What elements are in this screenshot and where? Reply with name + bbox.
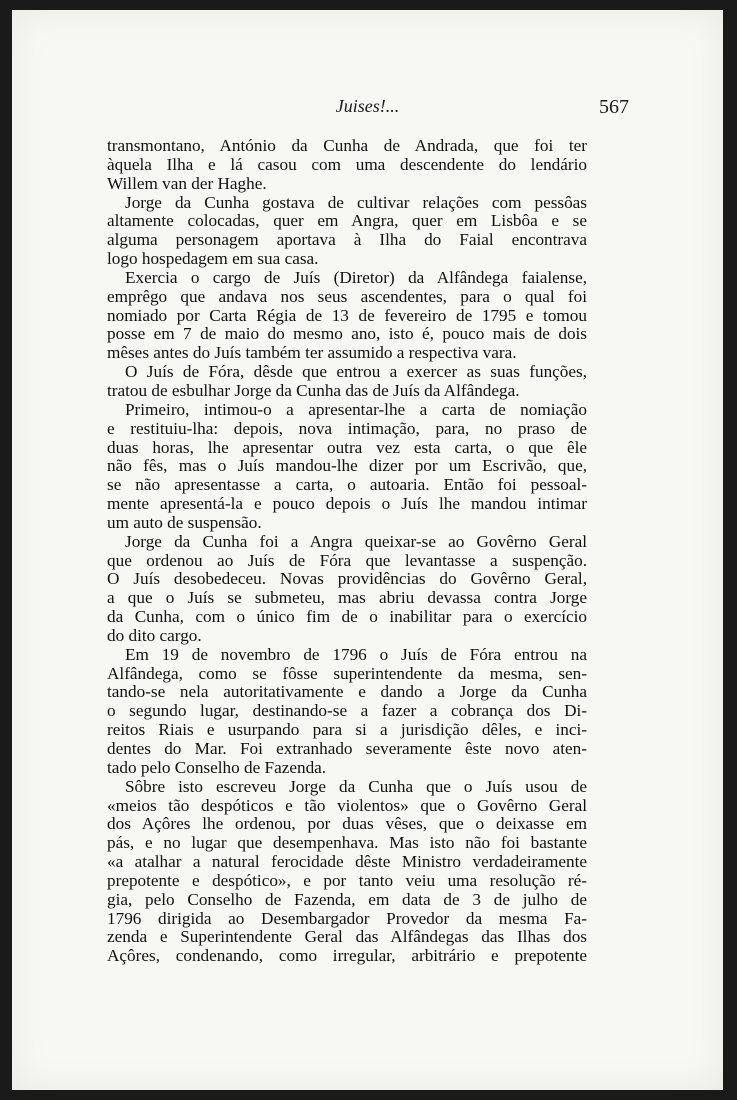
text-line: «meios tão despóticos e tão violentos» que o Govêrno Geral (107, 795, 587, 815)
body-text (107, 137, 587, 966)
text-line: dos Açôres lhe ordenou, por duas vêses, que o deixasse em (107, 814, 587, 834)
text-line: dentes do Mar. Foi extranhado severamente êste novo aten- (107, 739, 587, 758)
text-line: da Cunha, com o único fim de o inabilitar para o exercício (107, 607, 587, 627)
text-line: pás, e no lugar que desempenhava. Mas isto não foi bastante (107, 833, 587, 853)
text-line: Alfândega, como se fôsse superintendente da mesma, sen- (107, 663, 587, 683)
text-line: Açôres, condenando, como irregular, arbitrário e prepotente (107, 946, 587, 966)
book-page (12, 10, 723, 1090)
text-line: alguma personagem aportava à Ilha do Faial encontrava (107, 230, 587, 250)
text-line: posse em 7 de maio do mesmo ano, isto é, pouco mais de dois (107, 324, 587, 344)
page-header (12, 96, 723, 120)
text-line: Em 19 de novembro de 1796 o Juís de Fóra entrou na (125, 644, 587, 664)
text-line: tratou de esbulhar Jorge da Cunha das de Juís da Alfândega. (107, 380, 520, 400)
text-line: Exercia o cargo de Juís (Diretor) da Alfândega faialense, (125, 267, 587, 287)
text-line: Willem van der Haghe. (107, 173, 267, 193)
text-line: logo hospedagem em sua casa. (107, 249, 319, 269)
text-line: se não apresentasse a carta, o autoaria. Então foi pessoal- (107, 475, 587, 495)
text-line: reitos Riais e usurpando para si a jurisdição dêles, e inci- (107, 720, 587, 740)
text-line: que ordenou ao Juís de Fóra que levantasse a suspenção. (107, 550, 587, 570)
text-line: Jorge da Cunha foi a Angra queixar-se ao Govêrno Geral (125, 531, 587, 551)
text-line: nomiado por Carta Régia de 13 de fevereiro de 1795 e tomou (107, 305, 587, 325)
text-line: emprêgo que andava nos seus ascendentes, para o qual foi (107, 286, 587, 306)
text-line: zenda e Superintendente Geral das Alfândegas das Ilhas dos (107, 927, 587, 947)
text-line: 1796 dirigida ao Desembargador Provedor da mesma Fa- (107, 908, 587, 928)
text-line: tando-se nela autoritativamente e dando a Jorge da Cunha (107, 682, 587, 702)
text-line: transmontano, António da Cunha de Andrada, que foi ter (107, 136, 587, 155)
text-line: o segundo lugar, destinando-se a fazer a cobrança dos Di- (107, 701, 587, 721)
text-line: Primeiro, intimou-o a apresentar-lhe a carta de nomiação (125, 399, 587, 419)
text-line: àquela Ilha e lá casou com uma descendente do lendário (107, 154, 587, 174)
text-line: duas horas, lhe apresentar outra vez esta carta, o que êle (107, 437, 587, 457)
text-line: do dito cargo. (107, 625, 202, 645)
text-line: Jorge da Cunha gostava de cultivar relações com pessôas (125, 192, 587, 212)
text-line: altamente colocadas, quer em Angra, quer em Lisbôa e se (107, 211, 587, 231)
text-line: gia, pelo Conselho de Fazenda, em data de 3 de julho de (107, 889, 587, 909)
text-line: tado pelo Conselho de Fazenda. (107, 757, 327, 777)
text-line: a que o Juís se submeteu, mas abriu devassa contra Jorge (107, 588, 587, 608)
text-line: O Juís desobedeceu. Novas providências do Govêrno Geral, (107, 569, 587, 589)
page-number: 567 (599, 96, 629, 118)
text-line: mente apresentá-la e pouco depois o Juís lhe mandou intimar (107, 494, 587, 514)
text-line: não fês, mas o Juís mandou-lhe dizer por um Escrivão, que, (107, 456, 587, 476)
text-line: prepotente e despótico», e por tanto veiu uma resolução ré- (107, 870, 587, 890)
text-line: Sôbre isto escreveu Jorge da Cunha que o Juís usou de (125, 776, 587, 796)
text-line: mêses antes do Juís também ter assumido a respectiva vara. (107, 343, 517, 363)
text-line: «a atalhar a natural ferocidade dêste Ministro verdadeiramente (107, 852, 587, 872)
text-line: O Juís de Fóra, dêsde que entrou a exercer as suas funções, (125, 362, 587, 382)
text-line: um auto de suspensão. (107, 512, 262, 532)
text-line: e restituiu-lha: depois, nova intimação, para, no praso de (107, 418, 587, 438)
running-title: Juises!... (335, 96, 400, 116)
